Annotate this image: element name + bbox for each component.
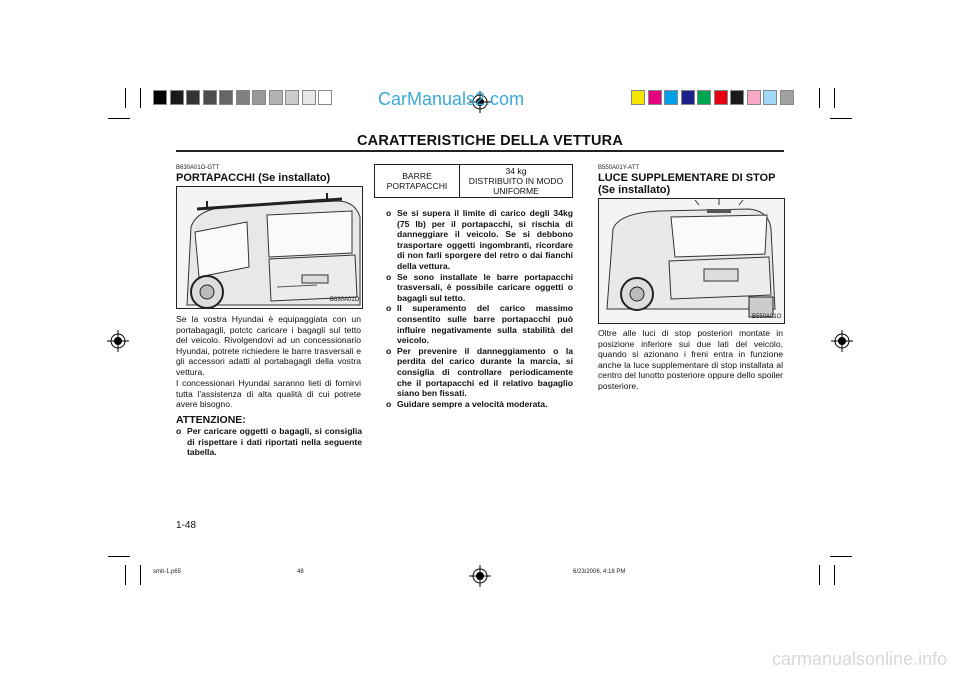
color-swatch <box>219 90 233 105</box>
table-value-weight: 34 kg <box>505 166 527 176</box>
crop-mark <box>108 118 130 119</box>
roof-rack-paragraph-2: I concessionari Hyundai saranno lieti di fornirvi tutta l'assistenza di alta qualità di cui potrete avere bisogno. <box>176 378 361 410</box>
table-cell-label: BARRE PORTAPACCHI <box>375 165 460 198</box>
section-code: B630A01O-GTT <box>176 165 220 171</box>
color-swatch <box>714 90 728 105</box>
section-code: B550A01Y-ATT <box>598 165 640 171</box>
registration-mark-icon <box>831 330 853 352</box>
list-item <box>386 208 573 272</box>
list-bullet: o <box>176 426 182 436</box>
color-swatch <box>763 90 777 105</box>
list-item <box>386 399 573 410</box>
list-item <box>176 426 362 458</box>
suv-roof-rack-illustration <box>177 187 362 308</box>
list-item <box>386 272 573 304</box>
color-swatch <box>153 90 167 105</box>
footer-page: 48 <box>297 569 304 575</box>
list-item-text: Se si supera il limite di carico degli 34kg (75 lb) per il portapacchi, si rischia di danneggiare il veicolo. Se si debbono trasportare oggetti ingombranti, ricordare di non farli sporgere del retro o dai fianchi della vettura. <box>397 208 573 271</box>
color-swatch <box>285 90 299 105</box>
crop-mark <box>108 556 130 557</box>
crop-mark <box>125 88 126 108</box>
color-swatch <box>269 90 283 105</box>
list-bullet: o <box>386 271 392 282</box>
warning-title: ATTENZIONE: <box>176 414 246 426</box>
brake-light-paragraph: Oltre alle luci di stop posteriori montate in posizione inferiore sui due lati del veicolo, quando si azionano i freni entra in funzione anche la luce supplementare di stop installata al centro del lunotto posteriore oppure dello spoiler posteriore. <box>598 328 783 391</box>
warning-list <box>176 426 362 458</box>
color-swatch <box>170 90 184 105</box>
page-header-title: CARATTERISTICHE DELLA VETTURA <box>357 133 623 149</box>
section-title: PORTAPACCHI (Se installato) <box>176 172 331 184</box>
crop-mark <box>830 118 852 119</box>
crop-mark <box>830 556 852 557</box>
grayscale-color-bar <box>153 90 329 103</box>
list-item <box>386 346 573 399</box>
color-swatch <box>318 90 332 105</box>
list-item <box>386 303 573 345</box>
crop-mark <box>834 88 835 108</box>
table-cell-value <box>460 165 573 198</box>
brake-light-figure <box>598 198 785 324</box>
color-swatch <box>730 90 744 105</box>
figure-code: B630A01O <box>330 297 360 303</box>
color-swatch <box>236 90 250 105</box>
list-bullet: o <box>386 345 392 356</box>
registration-mark-icon <box>469 565 491 587</box>
color-swatch <box>631 90 645 105</box>
color-swatch <box>747 90 761 105</box>
color-swatch <box>648 90 662 105</box>
list-bullet: o <box>386 208 392 218</box>
roof-rack-paragraph: Se la vostra Hyundai è equipaggiata con un portabagagli, potctc caricare i bagagli sul tetto del veicolo. Rivolgendovi ad un concessionario Hyundai, potrete richiedere le barre trasversali e gli accessori adatti al portabagagli della vostra vettura. <box>176 314 361 377</box>
bottom-watermark[interactable]: carmanualsonline.info <box>772 649 948 669</box>
list-bullet: o <box>386 398 392 409</box>
color-swatch <box>203 90 217 105</box>
roof-rack-figure <box>176 186 363 309</box>
color-swatch <box>302 90 316 105</box>
crop-mark <box>819 88 820 108</box>
color-swatch <box>664 90 678 105</box>
header-divider <box>176 150 784 152</box>
list-item-text: Per caricare oggetti o bagagli, si consiglia di rispettare i dati riportati nella seguente tabella. <box>187 426 362 458</box>
section-title: LUCE SUPPLEMENTARE DI STOP <box>598 172 776 184</box>
suv-rear-illustration <box>599 199 784 323</box>
footer-date: 6/23/2006, 4:18 PM <box>573 569 626 575</box>
list-item-text: Guidare sempre a velocità moderata. <box>397 398 548 409</box>
color-swatch <box>780 90 794 105</box>
page-number: 1-48 <box>176 520 197 531</box>
footer-file: smit-1.p65 <box>153 569 182 575</box>
color-swatch <box>697 90 711 105</box>
site-watermark[interactable]: CarManuals2.com <box>378 89 525 109</box>
crop-mark <box>819 565 820 585</box>
load-table <box>374 164 573 198</box>
crop-mark <box>834 565 835 585</box>
process-color-bar <box>631 90 813 103</box>
table-value-note: DISTRIBUITO IN MODO UNIFORME <box>468 176 564 196</box>
list-item-text: Se sono installate le barre portapacchi trasversali, è possibile caricare oggetti o bagagli sul tetto. <box>397 271 573 303</box>
section-subtitle: (Se installato) <box>598 184 671 196</box>
caution-list <box>386 208 573 409</box>
registration-mark-icon <box>107 330 129 352</box>
list-item-text: Per prevenire il danneggiamento o la perdita del carico durante la marcia, si consiglia di controllare periodicamente che il portapacchi ed il relativo bagaglio siano ben fissati. <box>397 345 573 399</box>
color-swatch <box>252 90 266 105</box>
figure-code: B550A01O <box>752 314 782 320</box>
list-item-text: Il superamento del carico massimo consentito sulle barre portapacchi può influire negativamente sulla stabilità del veicolo. <box>397 303 573 346</box>
crop-mark <box>140 565 141 585</box>
color-swatch <box>681 90 695 105</box>
color-swatch <box>186 90 200 105</box>
crop-mark <box>125 565 126 585</box>
list-bullet: o <box>386 303 392 314</box>
crop-mark <box>140 88 141 108</box>
